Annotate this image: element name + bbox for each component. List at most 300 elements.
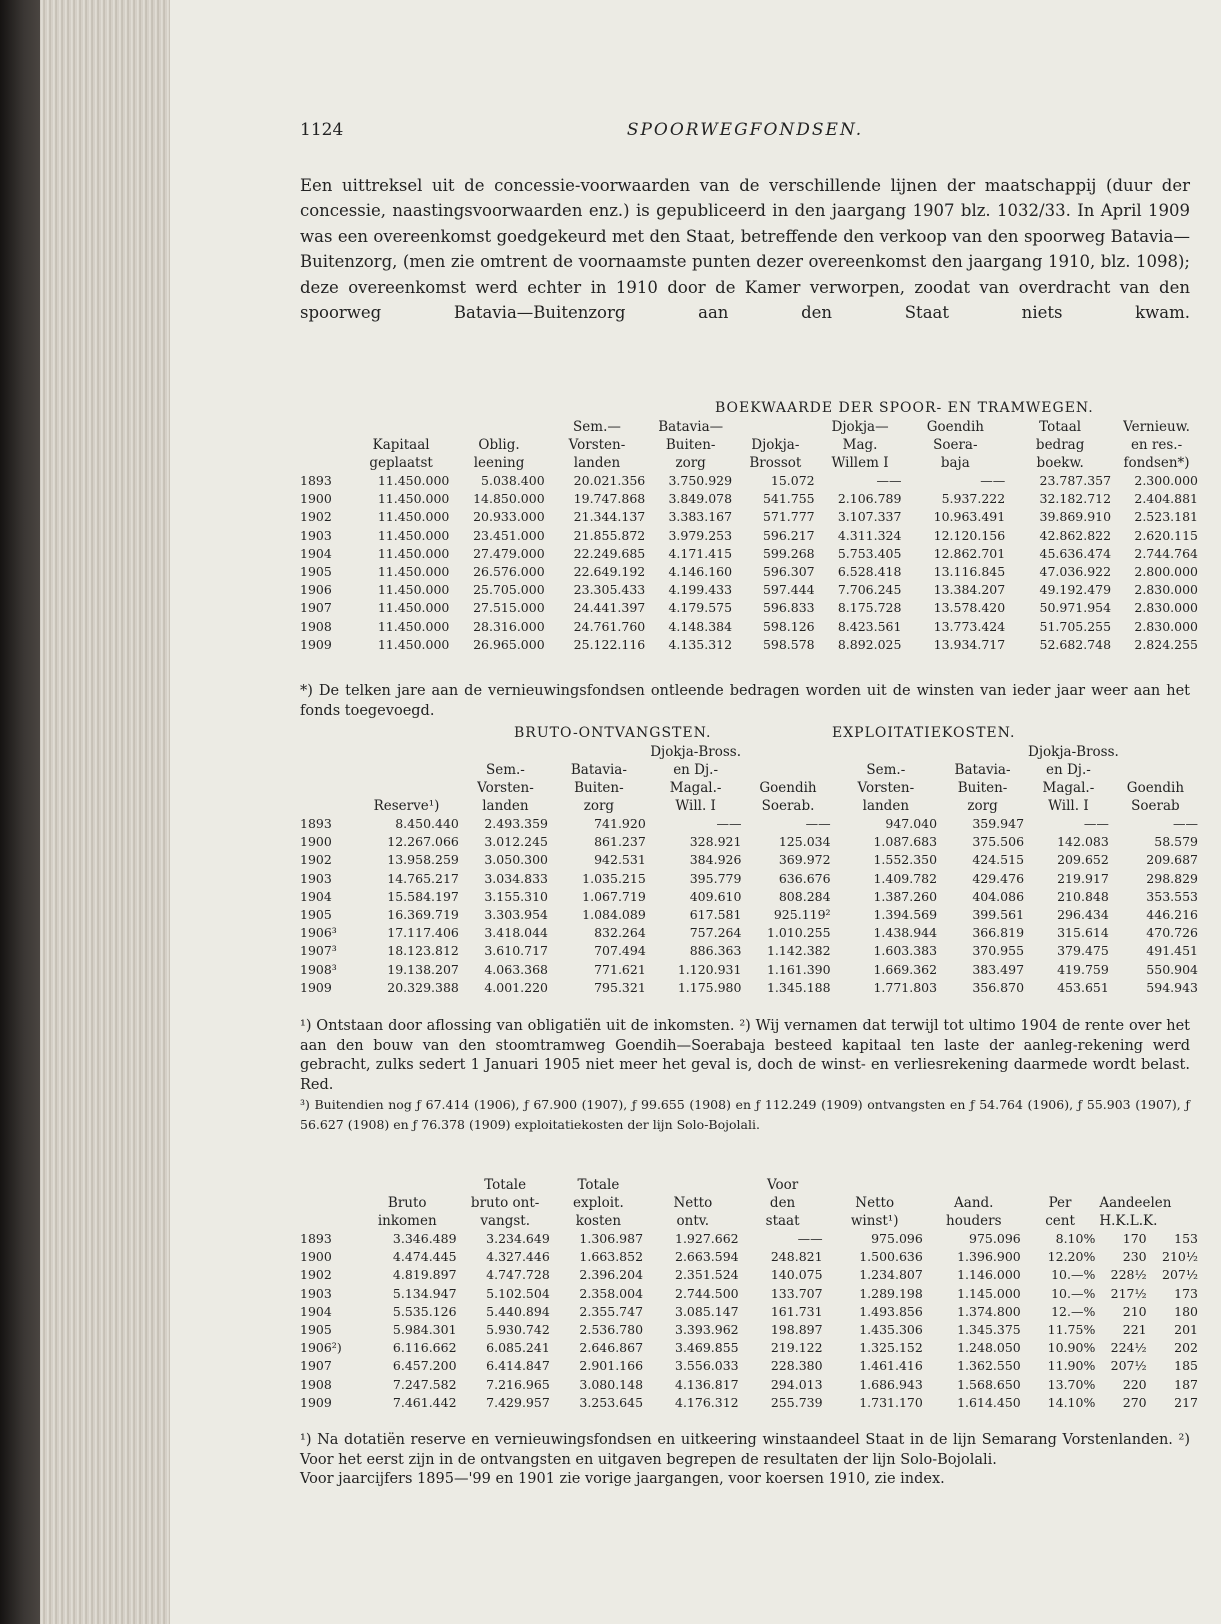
results-value-cell: 7.461.442: [392, 1394, 457, 1410]
results-value-cell: 4.176.312: [675, 1394, 739, 1410]
results-notes: [300, 1431, 1190, 1490]
book-value-value-cell: 2.830.000: [1134, 600, 1198, 616]
results-value-cell: 2.358.004: [579, 1285, 644, 1301]
receipts-costs-value-cell: 17.117.406: [387, 925, 459, 941]
receipts-costs-value-cell: 424.515: [972, 852, 1025, 868]
receipts-costs-note-main: ¹) Ontstaan door aflossing van obligatiën uit de inkomsten. ²) Wij vernamen dat terwijl tot ultimo 1904 de rente over het aan den bouw van den stoomtramweg Goendih—Soerabaja besteed kapitaal ten laste der aanleg-rekening werd gebracht, zulks sedert 1 Januari 1905 niet meer het geval is, doch de winst- en verliesrekening daarmede wordt belast. Red.: [300, 1018, 1190, 1093]
results-value-cell: 3.080.148: [579, 1376, 644, 1392]
results-value-cell: 1.663.852: [579, 1249, 644, 1265]
receipts-costs-value-cell: 1.387.260: [873, 888, 938, 904]
receipts-costs-value-cell: 1.161.390: [766, 961, 831, 977]
results-value-cell: 1.345.375: [957, 1322, 1021, 1338]
book-value-row: [300, 490, 1200, 508]
receipts-costs-value-cell: 1.010.255: [766, 925, 831, 941]
results-value-cell: 7.216.965: [486, 1376, 550, 1392]
book-value-value-cell: 2.830.000: [1134, 618, 1198, 634]
receipts-costs-value-cell: 3.418.044: [484, 925, 548, 941]
book-value-value-cell: 596.307: [762, 564, 815, 580]
receipts-costs-value-cell: 1.394.569: [873, 907, 938, 923]
results-value-cell: 185: [1174, 1358, 1198, 1374]
receipts-costs-value-cell: 1.142.382: [766, 943, 831, 959]
book-value-value-cell: 2.404.881: [1134, 491, 1198, 507]
results-value-cell: 3.393.962: [675, 1322, 739, 1338]
book-value-value-cell: 42.862.822: [1039, 527, 1112, 543]
receipts-costs-row: [300, 924, 1200, 942]
book-value-header-cell: Sem.—: [573, 419, 621, 435]
receipts-costs-value-cell: 1.087.683: [873, 834, 938, 850]
results-value-cell: 173: [1174, 1285, 1198, 1301]
results-value-cell: 5.134.947: [392, 1285, 457, 1301]
results-value-cell: 294.013: [770, 1376, 823, 1392]
receipts-costs-year-cell: 1908³: [300, 961, 337, 977]
book-value-value-cell: 11.450.000: [377, 582, 450, 598]
receipts-costs-value-cell: 399.561: [972, 907, 1025, 923]
book-value-value-cell: 19.747.868: [573, 491, 646, 507]
results-table: [300, 1176, 1200, 1412]
results-value-cell: 228½: [1110, 1267, 1147, 1283]
results-value-cell: 1.927.662: [675, 1231, 739, 1246]
book-value-value-cell: 2.620.115: [1134, 527, 1198, 543]
receipts-costs-value-cell: 1.438.944: [873, 925, 938, 941]
receipts-costs-row: [300, 888, 1200, 906]
results-header-cell: inkomen: [377, 1213, 437, 1229]
results-value-cell: 210½: [1162, 1249, 1198, 1265]
receipts-costs-value-cell: 395.779: [689, 870, 742, 886]
book-value-value-cell: 4.311.324: [837, 527, 902, 543]
results-value-cell: 5.102.504: [486, 1285, 550, 1301]
results-value-cell: 180: [1174, 1303, 1198, 1319]
book-value-year-cell: 1903: [300, 527, 332, 543]
receipts-costs-header-cell: en Dj.-: [1046, 762, 1091, 778]
receipts-costs-header-cell: [300, 779, 352, 797]
results-header-cell: ontv.: [676, 1213, 710, 1229]
receipts-costs-header-cell: [300, 797, 352, 815]
book-value-value-cell: 11.450.000: [377, 600, 450, 616]
receipts-costs-value-cell: 142.083: [1057, 834, 1109, 850]
results-value-cell: 1.461.416: [859, 1358, 923, 1374]
results-value-cell: 8.10%: [1055, 1231, 1096, 1246]
receipts-costs-value-cell: 861.237: [594, 834, 646, 850]
book-value-value-cell: 4.171.415: [668, 545, 733, 561]
book-value-value-cell: 8.423.561: [837, 618, 902, 634]
results-value-cell: 228.380: [770, 1358, 823, 1374]
results-value-cell: ——: [797, 1231, 823, 1246]
receipts-costs-header-cell: Soerab.: [761, 798, 815, 814]
receipts-costs-value-cell: 209.652: [1057, 852, 1109, 868]
results-value-cell: 1.234.807: [859, 1267, 923, 1283]
intro-text: Een uittreksel uit de concessie-voorwaarden van de verschillende lijnen der maatschappij (duur der concessie, naastingsvoorwaarden enz.) is gepubliceerd in den jaargang 1907 blz. 1032/33. In April 1909 was een overeenkomst goedgekeurd met den Staat, betreffende den verkoop van den spoorweg Batavia—Buitenzorg, (men zie omtrent de voornaamste punten dezer overeenkomst den jaargang 1910, blz. 1098); deze overeenkomst werd echter in 1910 door de Kamer verworpen, zoodat van overdracht van den spoorweg Batavia—Buitenzorg aan den Staat niets kwam.: [300, 176, 1190, 323]
results-row: [300, 1266, 1200, 1284]
receipts-costs-row: [300, 815, 1200, 833]
receipts-costs-value-cell: 947.040: [885, 816, 938, 831]
results-value-cell: 221: [1122, 1322, 1147, 1338]
book-value-header-cell: Kapitaal: [372, 437, 430, 453]
book-value-header-row: [300, 454, 1200, 472]
book-value-note: [300, 682, 1190, 721]
book-value-value-cell: 7.706.245: [837, 582, 902, 598]
results-value-cell: 210: [1122, 1303, 1147, 1319]
book-value-value-cell: 3.750.929: [668, 473, 733, 488]
book-value-header-cell: fondsen*): [1123, 455, 1190, 471]
receipts-title: BRUTO-ONTVANGSTEN.: [514, 725, 712, 741]
receipts-costs-value-cell: 366.819: [972, 925, 1025, 941]
running-header: [300, 120, 1190, 144]
receipts-costs-value-cell: 353.553: [1146, 888, 1198, 904]
book-value-value-cell: 21.855.872: [573, 527, 646, 543]
receipts-costs-value-cell: 8.450.440: [395, 816, 459, 831]
book-value-value-cell: 5.937.222: [941, 491, 1006, 507]
book-value-header-cell: Oblig.: [478, 437, 520, 453]
receipts-costs-value-cell: ——: [716, 816, 742, 831]
receipts-costs-value-cell: 886.363: [689, 943, 742, 959]
receipts-costs-header-cell: [352, 743, 461, 761]
receipts-costs-row: [300, 906, 1200, 924]
receipts-costs-header-cell: Soerab: [1131, 798, 1180, 814]
receipts-costs-value-cell: 1.067.719: [582, 888, 646, 904]
receipts-costs-value-cell: 2.493.359: [484, 816, 548, 831]
receipts-costs-header-cell: zorg: [583, 798, 615, 814]
book-value-value-cell: 26.576.000: [473, 564, 545, 580]
receipts-costs-row: [300, 979, 1200, 997]
results-value-cell: 1.614.450: [957, 1394, 1021, 1410]
book-value-value-cell: 12.120.156: [933, 527, 1006, 543]
results-header-cell: staat: [765, 1213, 800, 1229]
book-value-value-cell: 597.444: [762, 582, 815, 598]
receipts-costs-header-cell: Sem.-: [485, 762, 525, 778]
book-value-header-cell: baja: [940, 455, 970, 471]
book-value-header-cell: bedrag: [1035, 437, 1085, 453]
receipts-costs-header-cell: Buiten-: [574, 780, 624, 796]
results-value-cell: 13.70%: [1047, 1376, 1096, 1392]
receipts-costs-year-cell: 1905: [300, 907, 332, 923]
receipts-costs-value-cell: 1.669.362: [873, 961, 938, 977]
book-value-value-cell: 13.116.845: [933, 564, 1006, 580]
receipts-costs-header-cell: [300, 743, 352, 761]
results-value-cell: 153: [1174, 1231, 1198, 1246]
book-value-value-cell: 50.971.954: [1039, 600, 1112, 616]
results-value-cell: 4.819.897: [392, 1267, 457, 1283]
book-value-header-cell: Willem I: [831, 455, 889, 471]
receipts-costs-value-cell: 3.303.954: [484, 907, 548, 923]
book-value-value-cell: 5.038.400: [481, 473, 545, 488]
results-value-cell: 4.136.817: [675, 1376, 739, 1392]
receipts-costs-table: [300, 743, 1200, 997]
receipts-costs-header-cell: en Dj.-: [673, 762, 719, 778]
receipts-costs-value-cell: 219.917: [1057, 870, 1109, 886]
book-value-year-cell: 1906: [300, 582, 332, 598]
results-value-cell: 1.362.550: [957, 1358, 1021, 1374]
receipts-costs-value-cell: 925.119²: [773, 907, 831, 923]
results-value-cell: 4.474.445: [392, 1249, 457, 1265]
receipts-costs-year-cell: 1906³: [300, 925, 337, 941]
receipts-costs-value-cell: 3.155.310: [484, 888, 548, 904]
book-value-row: [300, 636, 1200, 654]
receipts-costs-value-cell: 429.476: [972, 870, 1025, 886]
receipts-costs-value-cell: 795.321: [594, 979, 646, 995]
receipts-costs-value-cell: 379.475: [1057, 943, 1109, 959]
book-value-value-cell: 28.316.000: [473, 618, 545, 634]
receipts-costs-header-cell: landen: [482, 798, 529, 814]
results-year-cell: 1904: [300, 1303, 332, 1319]
results-value-cell: 2.351.524: [675, 1267, 739, 1283]
results-value-cell: 4.747.728: [486, 1267, 550, 1283]
book-value-value-cell: 2.300.000: [1134, 473, 1198, 488]
book-value-value-cell: 11.450.000: [377, 545, 450, 561]
book-value-value-cell: 23.451.000: [473, 527, 545, 543]
results-value-cell: 220: [1122, 1376, 1147, 1392]
receipts-costs-year-cell: 1903: [300, 870, 332, 886]
results-value-cell: 198.897: [770, 1322, 823, 1338]
receipts-costs-value-cell: 446.216: [1146, 907, 1198, 923]
results-value-cell: 255.739: [770, 1394, 823, 1410]
book-value-note-text: *) De telken jare aan de vernieuwingsfondsen ontleende bedragen worden uit de winsten van ieder jaar weer aan het fonds toegevoegd.: [300, 683, 1190, 719]
book-value-year-cell: 1902: [300, 509, 332, 525]
receipts-costs-header-cell: Djokja-Bross.: [650, 744, 741, 760]
results-row: [300, 1376, 1200, 1394]
book-value-year-cell: 1904: [300, 545, 332, 561]
results-header-cell: Netto: [855, 1195, 895, 1211]
receipts-costs-value-cell: 1.603.383: [873, 943, 938, 959]
results-value-cell: 1.145.000: [957, 1285, 1021, 1301]
results-header-cell: vangst.: [480, 1213, 530, 1229]
receipts-costs-header-cell: Vorsten-: [857, 780, 915, 796]
results-value-cell: 248.821: [770, 1249, 823, 1265]
results-row: [300, 1230, 1200, 1248]
results-value-cell: 1.500.636: [859, 1249, 923, 1265]
results-value-cell: 5.984.301: [392, 1322, 457, 1338]
receipts-costs-header-cell: Sem.-: [866, 762, 906, 778]
results-header-cell: Totale: [484, 1177, 527, 1193]
results-header-cell: Netto: [673, 1195, 713, 1211]
results-year-cell: 1900: [300, 1249, 332, 1265]
receipts-costs-value-cell: 470.726: [1146, 925, 1198, 941]
results-header-cell: [1023, 1176, 1098, 1194]
receipts-costs-value-cell: 125.034: [778, 834, 831, 850]
results-value-cell: 2.646.867: [579, 1340, 644, 1356]
book-value-value-cell: 49.192.479: [1039, 582, 1112, 598]
receipts-costs-value-cell: 3.034.833: [484, 870, 548, 886]
book-value-header-cell: [451, 418, 546, 436]
receipts-costs-year-cell: 1904: [300, 888, 332, 904]
results-value-cell: 7.247.582: [392, 1376, 457, 1392]
results-header-cell: [825, 1176, 925, 1194]
book-value-value-cell: 4.148.384: [668, 618, 733, 634]
book-value-value-cell: 4.146.160: [668, 564, 733, 580]
receipts-costs-value-cell: 1.345.188: [766, 979, 831, 995]
results-value-cell: 224½: [1110, 1340, 1147, 1356]
book-value-header-cell: zorg: [675, 455, 706, 471]
results-year-cell: 1906²): [300, 1340, 342, 1356]
book-value-value-cell: 47.036.922: [1039, 564, 1112, 580]
receipts-costs-value-cell: 18.123.812: [387, 943, 459, 959]
book-value-value-cell: ——: [876, 473, 902, 488]
book-value-header-cell: [300, 418, 351, 436]
book-value-value-cell: 11.450.000: [377, 564, 450, 580]
results-header-cell: cent: [1045, 1213, 1075, 1229]
book-value-header-cell: landen: [573, 455, 621, 471]
results-year-cell: 1909: [300, 1394, 332, 1410]
results-value-cell: 1.396.900: [957, 1249, 1021, 1265]
book-value-header-cell: [351, 418, 452, 436]
book-value-value-cell: 3.383.167: [668, 509, 733, 525]
receipts-costs-value-cell: 370.955: [972, 943, 1025, 959]
book-value-value-cell: 11.450.000: [377, 527, 450, 543]
receipts-costs-header-cell: Reserve¹): [373, 798, 440, 814]
receipts-costs-header-cell: Batavia-: [954, 762, 1011, 778]
book-value-header-cell: Djokja—: [831, 419, 889, 435]
receipts-costs-header-cell: Will. I: [675, 798, 716, 814]
results-value-cell: 1.306.987: [579, 1231, 644, 1246]
results-value-cell: 2.536.780: [579, 1322, 644, 1338]
receipts-costs-value-cell: 1.120.931: [677, 961, 742, 977]
results-value-cell: 170: [1122, 1231, 1147, 1246]
receipts-costs-header-cell: [743, 743, 832, 761]
book-value-value-cell: 10.963.491: [933, 509, 1006, 525]
book-value-value-cell: 11.450.000: [377, 473, 450, 488]
results-header-cell: den: [769, 1195, 796, 1211]
receipts-costs-value-cell: 375.506: [972, 834, 1025, 850]
results-header-row: [300, 1212, 1200, 1230]
results-year-cell: 1905: [300, 1322, 332, 1338]
book-value-value-cell: 13.578.420: [933, 600, 1006, 616]
receipts-costs-value-cell: 1.552.350: [873, 852, 938, 868]
receipts-costs-header-cell: [550, 743, 648, 761]
book-value-header-cell: Goendih: [926, 419, 984, 435]
receipts-costs-value-cell: ——: [805, 816, 831, 831]
receipts-costs-header-cell: Batavia-: [570, 762, 627, 778]
results-row: [300, 1321, 1200, 1339]
results-row: [300, 1394, 1200, 1412]
receipts-costs-header-cell: Magal.-: [669, 780, 722, 796]
results-value-cell: 4.327.446: [486, 1249, 550, 1265]
book-value-row: [300, 472, 1200, 490]
receipts-costs-value-cell: 1.035.215: [582, 870, 646, 886]
results-header-cell: [300, 1194, 356, 1212]
results-value-cell: 11.90%: [1047, 1358, 1096, 1374]
receipts-costs-value-cell: 58.579: [1154, 834, 1198, 850]
results-header-cell: [356, 1176, 459, 1194]
results-value-cell: 1.435.306: [859, 1322, 923, 1338]
receipts-costs-value-cell: 1.771.803: [873, 979, 938, 995]
receipts-costs-value-cell: ——: [1083, 816, 1109, 831]
receipts-costs-value-cell: 453.651: [1057, 979, 1109, 995]
receipts-costs-value-cell: 707.494: [594, 943, 646, 959]
book-value-value-cell: 27.515.000: [473, 600, 545, 616]
page-number: 1124: [300, 120, 344, 140]
book-value-year-cell: 1909: [300, 636, 332, 652]
book-value-header-cell: Vorsten-: [568, 437, 626, 453]
receipts-costs-value-cell: 13.958.259: [387, 852, 459, 868]
book-value-value-cell: 14.850.000: [473, 491, 545, 507]
results-value-cell: 975.096: [969, 1231, 1021, 1246]
receipts-costs-row: [300, 961, 1200, 979]
book-value-value-cell: 4.199.433: [668, 582, 733, 598]
book-value-value-cell: 2.523.181: [1134, 509, 1198, 525]
receipts-costs-header-row: [300, 797, 1200, 815]
book-value-value-cell: 21.344.137: [573, 509, 646, 525]
book-value-row: [300, 508, 1200, 526]
book-value-row: [300, 545, 1200, 563]
results-value-cell: 7.429.957: [486, 1394, 550, 1410]
results-value-cell: 12.—%: [1051, 1303, 1096, 1319]
receipts-costs-value-cell: 409.610: [689, 888, 742, 904]
results-header-cell: Per: [1048, 1195, 1072, 1211]
results-value-cell: 14.10%: [1047, 1394, 1096, 1410]
book-value-value-cell: 51.705.255: [1039, 618, 1112, 634]
receipts-costs-year-cell: 1893: [300, 816, 332, 831]
book-value-value-cell: 3.849.078: [668, 491, 733, 507]
receipts-costs-header-cell: zorg: [967, 798, 998, 814]
receipts-costs-value-cell: 1.175.980: [677, 979, 742, 995]
running-title: SPOORWEGFONDSEN.: [626, 120, 864, 140]
results-row: [300, 1303, 1200, 1321]
book-value-header-cell: [300, 436, 351, 454]
results-header-cell: Bruto: [387, 1195, 427, 1211]
book-value-header-cell: Mag.: [842, 437, 878, 453]
receipts-costs-value-cell: 550.904: [1146, 961, 1198, 977]
book-value-value-cell: 571.777: [762, 509, 815, 525]
receipts-costs-value-cell: 419.759: [1057, 961, 1109, 977]
receipts-costs-header-cell: [300, 761, 352, 779]
results-value-cell: 270: [1122, 1394, 1147, 1410]
receipts-costs-value-cell: 315.614: [1057, 925, 1109, 941]
results-value-cell: 140.075: [770, 1267, 823, 1283]
receipts-costs-value-cell: ——: [1173, 816, 1198, 831]
receipts-costs-header-row: [300, 779, 1200, 797]
receipts-costs-value-cell: 3.012.245: [484, 834, 548, 850]
receipts-costs-header-cell: Djokja-Bross.: [1028, 744, 1119, 760]
book-value-header-cell: Totaal: [1039, 419, 1082, 435]
results-value-cell: 133.707: [770, 1285, 823, 1301]
receipts-costs-value-cell: 3.610.717: [484, 943, 548, 959]
book-value-value-cell: 32.182.712: [1039, 491, 1112, 507]
book-value-header-cell: Buiten-: [665, 437, 716, 453]
book-value-value-cell: 11.450.000: [377, 509, 450, 525]
receipts-costs-value-cell: 942.531: [594, 852, 646, 868]
receipts-costs-header-cell: [939, 743, 1026, 761]
receipts-costs-row: [300, 942, 1200, 960]
receipts-costs-value-cell: 4.001.220: [484, 979, 548, 995]
book-value-value-cell: 23.787.357: [1039, 473, 1112, 488]
results-value-cell: 207½: [1110, 1358, 1147, 1374]
results-row: [300, 1248, 1200, 1266]
intro-paragraph: [300, 173, 1190, 325]
receipts-costs-value-cell: 832.264: [594, 925, 646, 941]
results-header-cell: [300, 1176, 356, 1194]
book-value-value-cell: 8.892.025: [837, 636, 902, 652]
receipts-costs-header-cell: [833, 743, 940, 761]
results-year-cell: 1907: [300, 1358, 332, 1374]
receipts-costs-header-cell: Goendih: [1126, 780, 1185, 796]
book-value-value-cell: 3.107.337: [837, 509, 902, 525]
book-value-value-cell: 24.441.397: [573, 600, 646, 616]
book-value-value-cell: 22.649.192: [573, 564, 646, 580]
book-value-value-cell: 2.824.255: [1134, 636, 1198, 652]
results-year-cell: 1902: [300, 1267, 332, 1283]
book-value-header-cell: en res.-: [1130, 437, 1183, 453]
receipts-costs-header-cell: [743, 761, 832, 779]
book-value-value-cell: 24.761.760: [573, 618, 646, 634]
receipts-costs-value-cell: 384.926: [689, 852, 742, 868]
book-value-header-row: [300, 436, 1200, 454]
book-value-value-cell: 20.933.000: [473, 509, 545, 525]
book-value-value-cell: 27.479.000: [473, 545, 545, 561]
receipts-costs-value-cell: 808.284: [778, 888, 831, 904]
results-value-cell: 201: [1174, 1322, 1198, 1338]
book-value-value-cell: 596.217: [762, 527, 815, 543]
receipts-costs-row: [300, 870, 1200, 888]
book-value-value-cell: 3.979.253: [668, 527, 733, 543]
